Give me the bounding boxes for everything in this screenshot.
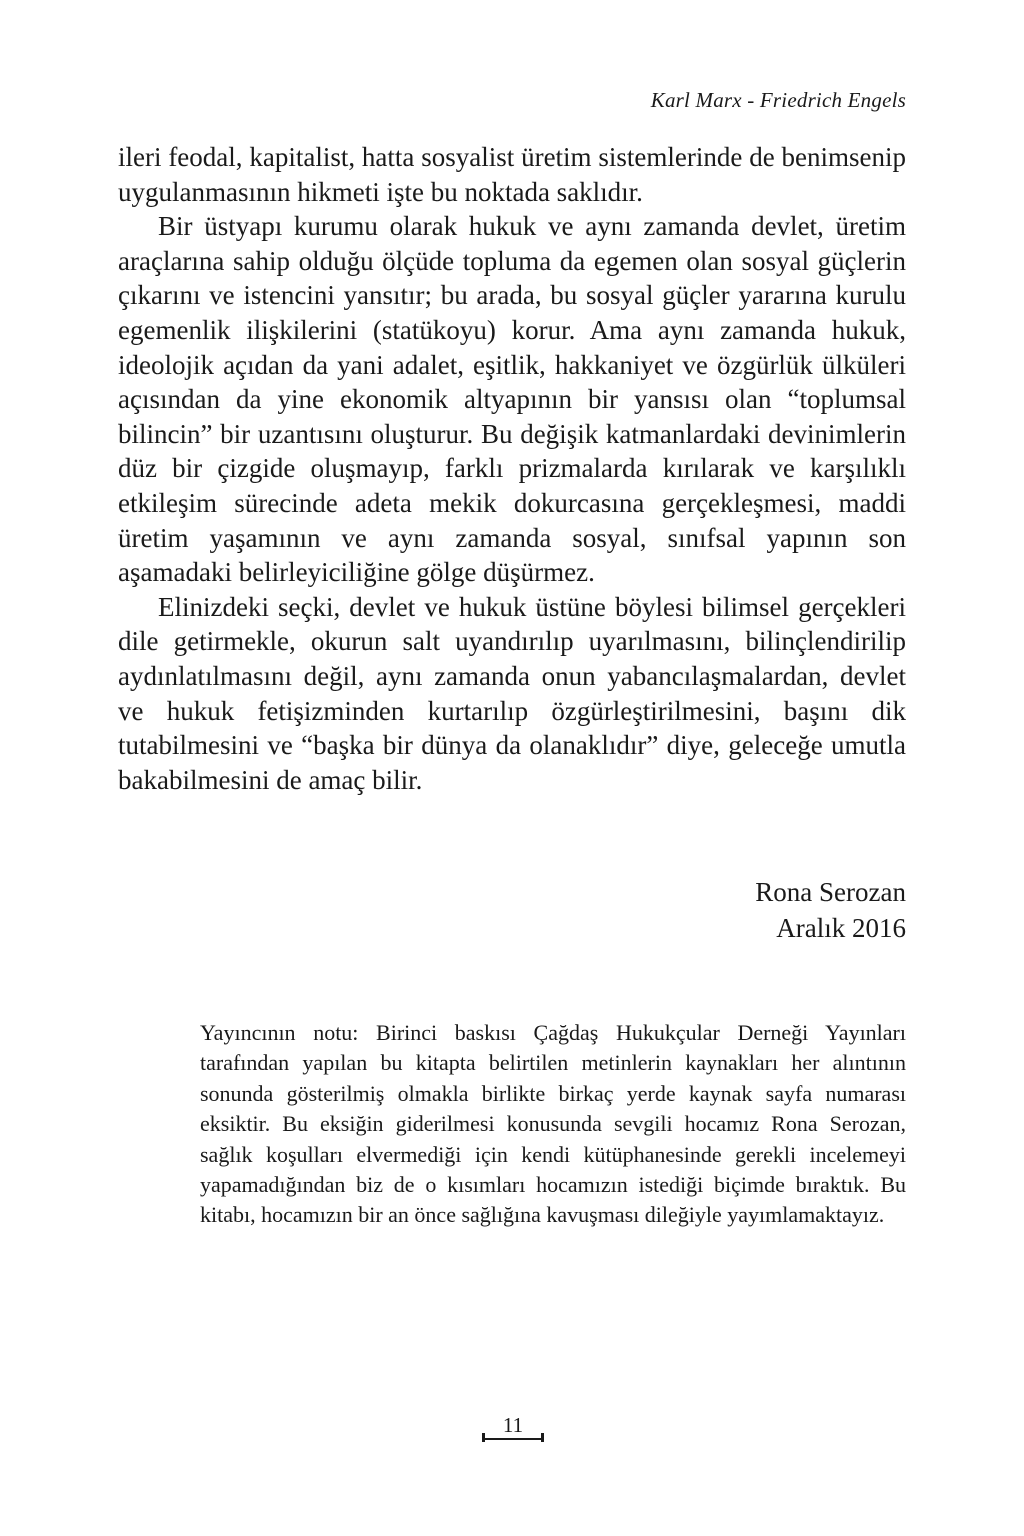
signature-date: Aralık 2016	[776, 913, 906, 943]
publisher-note	[200, 1018, 906, 1231]
page-footer	[482, 1414, 544, 1444]
footer-tick-left	[482, 1433, 485, 1442]
footer-tick-right	[541, 1433, 544, 1442]
publisher-note-text: Yayıncının notu: Birinci baskısı Çağdaş Hukukçular Derneği Yayınları tarafından yapılan bu kitapta belirtilen metinlerin kaynakları her alıntının sonunda gösterilmiş olmakla birlikte birkaç yerde kaynak sayfa numarası eksiktir. Bu eksiğin giderilmesi konusunda sevgili hocamız Rona Serozan, sağlık koşulları elvermediği için kendi kütüphanesinde gerekli incelemeyi yapamadığından biz de o kısımları hocamızın istediği biçimde bıraktık. Bu kitabı, hocamızın bir an önce sağlığına kavuşması dileğiyle yayımlamaktayız.	[200, 1020, 906, 1228]
footer-rule	[482, 1438, 544, 1440]
body-paragraph-2: Bir üstyapı kurumu olarak hukuk ve aynı zamanda devlet, üretim araçlarına sahip olduğu ölçüde topluma da egemen olan sosyal güçlerin çıkarını ve istencini yansıtır; bu arada, bu sosyal güçler yararına kurulu egemenlik ilişkilerini (statükoyu) korur. Ama aynı zamanda hukuk, ideolojik açıdan da yani adalet, eşitlik, hakkaniyet ve özgürlük ülküleri açısından da yine ekonomik altyapının bir yansısı olan “toplumsal bilincin” bir uzantısını oluşturur. Bu değişik katmanlardaki devinimlerin düz bir çizgide oluşmayıp, farklı prizmalarda kırılarak ve karşılıklı etkileşim sürecinde adeta mekik dokurcasına gerçekleşmesi, maddi üretim yaşamının ve aynı zamanda sosyal, sınıfsal yapının son aşamadaki belirleyiciliğine gölge düşürmez.	[118, 211, 906, 588]
running-header: Karl Marx - Friedrich Engels	[650, 88, 906, 112]
page-number: 11	[502, 1413, 524, 1437]
signature-block	[755, 874, 906, 946]
body-paragraph-1: ileri feodal, kapitalist, hatta sosyalist üretim sistemlerinde de benimsenip uygulanmasının hikmeti işte bu noktada saklıdır.	[118, 142, 906, 207]
signature-author: Rona Serozan	[755, 877, 906, 907]
main-text	[118, 140, 906, 797]
body-paragraph-3: Elinizdeki seçki, devlet ve hukuk üstüne böylesi bilimsel gerçekleri dile getirmekle, okurun salt uyandırılıp uyarılmasını, bilinçlendirilip aydınlatılmasını değil, aynı zamanda onun yabancılaşmalardan, devlet ve hukuk fetişizminden kurtarılıp özgürleştirilmesini, başını dik tutabilmesini ve “başka bir dünya da olanaklıdır” diye, geleceğe umutla bakabilmesini de amaç bilir.	[118, 591, 906, 795]
